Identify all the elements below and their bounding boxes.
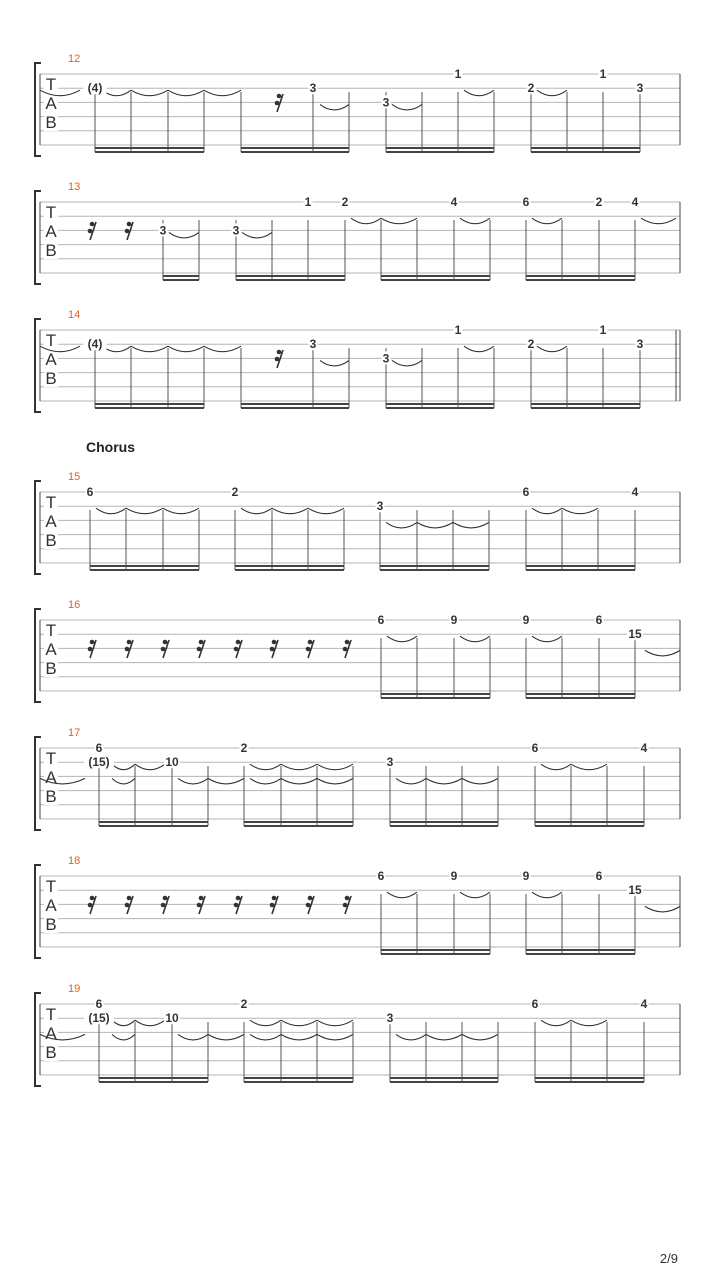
fret-number: 10	[165, 1011, 179, 1026]
tie-arc	[281, 1020, 317, 1025]
fret-number: 9	[450, 869, 458, 883]
fret-number: 3	[309, 337, 317, 352]
fret-number: 6	[522, 485, 530, 499]
note-beam	[95, 403, 204, 405]
fret-number: 4	[631, 485, 639, 499]
note-beam	[386, 147, 494, 149]
fret-number: 1	[454, 67, 462, 81]
tie-arc	[645, 906, 680, 912]
measure-number: 16	[68, 599, 81, 611]
fret-number: (15)	[88, 755, 110, 770]
tab-clef-letter: A	[45, 1024, 57, 1043]
tie-arc	[112, 778, 135, 784]
tab-clef-letter: T	[45, 877, 57, 896]
fret-number: 4	[450, 195, 458, 209]
tie-arc	[135, 1020, 165, 1025]
note-beam	[99, 1077, 208, 1079]
note-beam	[535, 1081, 644, 1083]
tie-arc	[204, 90, 241, 96]
note-beam	[244, 1081, 353, 1083]
tie-arc	[250, 1020, 281, 1025]
tie-arc	[135, 764, 165, 770]
tab-system	[35, 181, 680, 284]
fret-number: 6	[595, 613, 603, 627]
tie-arc	[396, 1034, 426, 1040]
note-beam	[535, 825, 644, 827]
tie-arc	[163, 508, 199, 514]
tie-arc	[169, 232, 199, 238]
note-beam	[241, 147, 349, 149]
fret-number: 15	[628, 883, 642, 898]
tab-clef-letter: A	[45, 896, 57, 915]
note-beam	[241, 151, 349, 153]
tie-arc	[178, 1034, 208, 1040]
tab-clef-letter: A	[45, 94, 57, 113]
tab-clef-letter: A	[45, 512, 57, 531]
measure-number: 19	[68, 983, 81, 995]
fret-number: 3	[386, 755, 394, 770]
tie-arc	[168, 346, 204, 352]
tie-arc	[204, 346, 241, 352]
tie-arc	[96, 508, 126, 514]
tab-clef-letter: T	[45, 749, 57, 768]
page-number: 2/9	[659, 1251, 678, 1266]
fret-number: 3	[636, 337, 644, 352]
fret-number: (4)	[87, 337, 103, 352]
fret-number: 6	[95, 741, 103, 755]
tab-clef-letter: A	[45, 222, 57, 241]
note-beam	[535, 821, 644, 823]
note-beam	[390, 825, 498, 827]
measure-number: 18	[68, 855, 81, 867]
tie-arc	[281, 1034, 317, 1040]
tie-arc	[645, 650, 680, 656]
fret-number: 10	[165, 755, 179, 770]
note-beam	[99, 825, 208, 827]
tie-arc	[272, 508, 308, 514]
note-beam	[236, 275, 345, 277]
tie-arc	[112, 1020, 135, 1025]
note-beam	[90, 569, 199, 571]
note-beam	[381, 697, 490, 699]
fret-number: 3	[309, 81, 317, 96]
section-label: Chorus	[86, 439, 135, 455]
tie-arc	[317, 778, 353, 784]
note-beam	[386, 407, 494, 409]
tie-arc	[250, 1034, 281, 1040]
tie-arc	[392, 104, 422, 110]
fret-number: 1	[599, 67, 607, 81]
tab-clef-letter: B	[45, 659, 57, 678]
note-beam	[381, 949, 490, 951]
fret-number: 6	[377, 869, 385, 883]
fret-number: 3	[636, 81, 644, 96]
note-beam	[163, 279, 199, 281]
fret-number: 2	[527, 337, 535, 352]
fret-number: 3	[382, 95, 390, 110]
tie-arc	[131, 346, 168, 352]
tie-arc	[532, 636, 562, 642]
note-beam	[535, 1077, 644, 1079]
note-beam	[163, 275, 199, 277]
fret-number: 1	[599, 323, 607, 337]
tie-arc	[126, 508, 163, 514]
fret-number: 9	[522, 613, 530, 627]
tie-arc	[537, 90, 567, 96]
tie-arc	[320, 104, 349, 110]
note-beam	[531, 403, 640, 405]
tie-arc	[396, 778, 426, 784]
tie-arc	[532, 218, 562, 224]
fret-number: 4	[631, 195, 639, 209]
tab-clef-letter: B	[45, 369, 57, 388]
tie-arc	[462, 1034, 498, 1040]
note-beam	[381, 275, 490, 277]
tie-arc	[541, 764, 571, 770]
fret-number: 2	[240, 997, 248, 1011]
tie-arc	[460, 636, 490, 642]
fret-number: 3	[386, 1011, 394, 1026]
note-beam	[526, 949, 635, 951]
tie-arc	[562, 508, 598, 514]
measure-number: 17	[68, 727, 81, 739]
tie-arc	[641, 218, 676, 224]
tie-arc	[462, 778, 498, 784]
tie-arc	[317, 1020, 353, 1025]
fret-number: 6	[95, 997, 103, 1011]
fret-number: 6	[531, 741, 539, 755]
tie-arc	[532, 892, 562, 898]
note-beam	[90, 565, 199, 567]
note-beam	[526, 953, 635, 955]
note-beam	[235, 569, 344, 571]
note-beam	[390, 1077, 498, 1079]
tie-arc	[351, 218, 381, 224]
tie-arc	[308, 508, 344, 514]
note-beam	[99, 821, 208, 823]
tab-clef-letter: B	[45, 915, 57, 934]
tab-system	[35, 599, 680, 702]
fret-number: 6	[595, 869, 603, 883]
tab-clef-letter: A	[45, 768, 57, 787]
fret-number: 15	[628, 627, 642, 642]
note-beam	[386, 151, 494, 153]
tie-arc	[426, 1034, 462, 1040]
note-beam	[381, 693, 490, 695]
tab-system	[35, 983, 680, 1086]
note-beam	[526, 565, 635, 567]
fret-number: 2	[341, 195, 349, 209]
fret-number: 1	[304, 195, 312, 209]
tie-arc	[387, 636, 417, 642]
note-beam	[241, 403, 349, 405]
tab-system	[35, 855, 680, 958]
note-beam	[526, 275, 635, 277]
fret-number: 2	[231, 485, 239, 499]
fret-number: 4	[640, 741, 648, 755]
note-beam	[526, 279, 635, 281]
tie-arc	[464, 90, 494, 96]
tie-arc	[386, 522, 417, 528]
note-beam	[381, 279, 490, 281]
fret-number: 6	[531, 997, 539, 1011]
fret-number: (15)	[88, 1011, 110, 1026]
fret-number: 2	[527, 81, 535, 96]
note-beam	[526, 569, 635, 571]
tie-arc	[392, 360, 422, 366]
tie-arc	[281, 778, 317, 784]
fret-number: 9	[450, 613, 458, 627]
tie-arc	[250, 764, 281, 770]
tie-arc	[460, 892, 490, 898]
tie-arc	[426, 778, 462, 784]
tie-arc	[387, 892, 417, 898]
tie-arc	[112, 1034, 135, 1040]
fret-number: (4)	[87, 81, 103, 96]
note-beam	[390, 821, 498, 823]
note-beam	[236, 279, 345, 281]
fret-number: 3	[232, 223, 240, 238]
tie-arc	[178, 778, 208, 784]
tie-arc	[532, 508, 562, 514]
note-beam	[386, 403, 494, 405]
measure-number: 13	[68, 181, 81, 193]
tie-arc	[417, 522, 453, 528]
tab-clef-letter: T	[45, 203, 57, 222]
note-beam	[531, 147, 640, 149]
tie-arc	[208, 1034, 244, 1040]
tie-arc	[460, 218, 490, 224]
tie-arc	[241, 508, 272, 514]
fret-number: 1	[454, 323, 462, 337]
note-beam	[244, 821, 353, 823]
fret-number: 2	[595, 195, 603, 209]
tie-arc	[571, 1020, 607, 1025]
tab-clef-letter: T	[45, 331, 57, 350]
tab-clef-letter: B	[45, 787, 57, 806]
tie-arc	[453, 522, 489, 528]
note-beam	[95, 151, 204, 153]
fret-number: 6	[522, 195, 530, 209]
tie-arc	[317, 764, 353, 770]
note-beam	[235, 565, 344, 567]
note-beam	[381, 953, 490, 955]
tab-clef-letter: A	[45, 350, 57, 369]
fret-number: 2	[240, 741, 248, 755]
tie-arc	[571, 764, 607, 770]
note-beam	[244, 825, 353, 827]
fret-number: 6	[377, 613, 385, 627]
measure-number: 12	[68, 53, 81, 65]
note-beam	[531, 151, 640, 153]
fret-number: 3	[382, 351, 390, 366]
note-beam	[380, 569, 489, 571]
tab-system	[35, 309, 680, 412]
tie-arc	[537, 346, 567, 352]
measure-number: 15	[68, 471, 81, 483]
tab-clef-letter: B	[45, 531, 57, 550]
tie-arc	[112, 764, 135, 770]
tie-arc	[464, 346, 494, 352]
note-beam	[95, 147, 204, 149]
tie-arc	[131, 90, 168, 96]
note-beam	[526, 697, 635, 699]
tab-clef-letter: A	[45, 640, 57, 659]
tie-arc	[281, 764, 317, 770]
tie-arc	[541, 1020, 571, 1025]
tie-arc	[320, 360, 349, 366]
note-beam	[244, 1077, 353, 1079]
note-beam	[531, 407, 640, 409]
tab-clef-letter: T	[45, 493, 57, 512]
fret-number: 4	[640, 997, 648, 1011]
tab-clef-letter: B	[45, 113, 57, 132]
fret-number: 9	[522, 869, 530, 883]
tab-system	[35, 53, 680, 156]
note-beam	[380, 565, 489, 567]
fret-number: 3	[159, 223, 167, 238]
tie-arc	[208, 778, 244, 784]
tie-arc	[317, 1034, 353, 1040]
measure-number: 14	[68, 309, 81, 321]
note-beam	[99, 1081, 208, 1083]
tab-clef-letter: B	[45, 241, 57, 260]
tab-clef-letter: T	[45, 621, 57, 640]
tab-clef-letter: T	[45, 1005, 57, 1024]
tab-system	[35, 439, 680, 574]
tie-arc	[168, 90, 204, 96]
tie-arc	[250, 778, 281, 784]
fret-number: 6	[86, 485, 94, 499]
note-beam	[526, 693, 635, 695]
tab-clef-letter: T	[45, 75, 57, 94]
tie-arc	[242, 232, 272, 238]
tab-system	[35, 727, 680, 830]
tab-clef-letter: B	[45, 1043, 57, 1062]
fret-number: 3	[376, 499, 384, 514]
tie-arc	[381, 218, 417, 224]
note-beam	[241, 407, 349, 409]
note-beam	[390, 1081, 498, 1083]
note-beam	[95, 407, 204, 409]
